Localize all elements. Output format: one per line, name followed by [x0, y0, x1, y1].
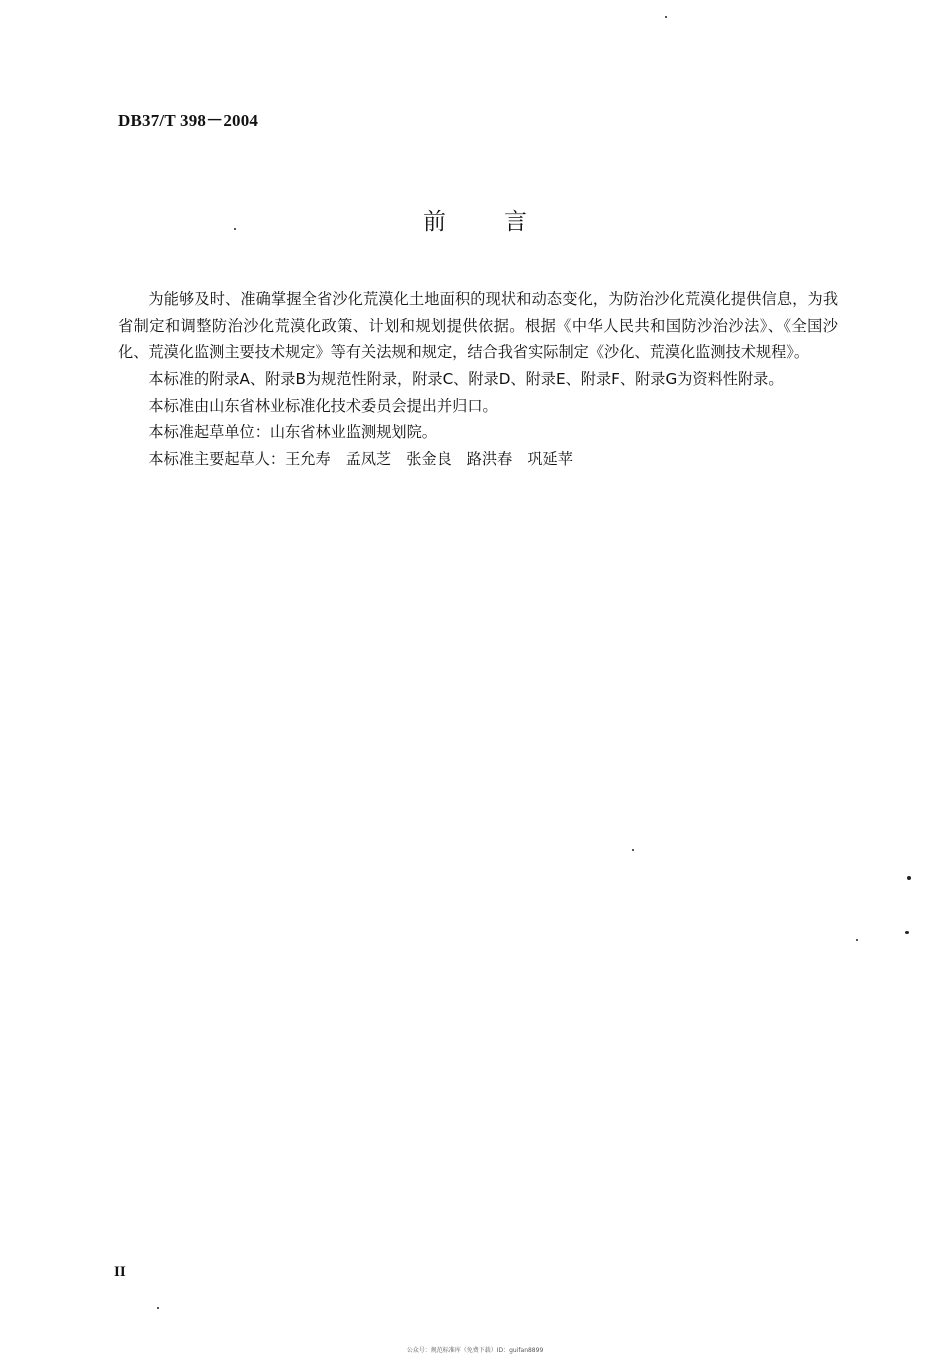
scan-speck: [234, 228, 236, 230]
drafter-name: 王允寿: [285, 450, 331, 469]
scan-speck: [905, 931, 909, 934]
page-number: II: [114, 1264, 126, 1280]
drafters-label: 本标准主要起草人：: [148, 450, 286, 469]
paragraph-drafting-unit: 本标准起草单位：山东省林业监测规划院。: [148, 423, 437, 442]
scan-speck: [157, 1307, 159, 1309]
drafter-name: 巩延苹: [527, 450, 573, 469]
drafter-name: 路洪春: [466, 450, 513, 469]
page-title: [0, 203, 950, 236]
scan-speck: [907, 876, 911, 880]
drafter-name: 孟凤芝: [345, 450, 392, 469]
scan-speck: [665, 16, 667, 18]
footer-note: 公众号：规范标准库（免费下载）ID：guifan8899: [406, 1347, 544, 1354]
paragraph-purpose: 为能够及时、准确掌握全省沙化荒漠化土地面积的现状和动态变化，为防治沙化荒漠化提供信息，为我省制定和调整防治沙化荒漠化政策、计划和规划提供依据。根据《中华人民共和国防沙治沙法》、《全国沙化、荒漠化监测主要技术规定》等有关法规和规定，结合我省实际制定《沙化、荒漠化监测技术规程》。: [118, 290, 838, 362]
title-char-1: 前: [423, 209, 446, 235]
paragraph-appendices: 本标准的附录A、附录B为规范性附录，附录C、附录D、附录E、附录F、附录G为资料性附录。: [148, 369, 784, 388]
foreword-body: [118, 286, 838, 473]
title-char-2: 言: [504, 209, 527, 235]
drafter-name: 张金良: [406, 450, 452, 469]
scan-speck: [856, 939, 858, 941]
paragraph-drafters: [118, 446, 838, 473]
document-code: DB37/T 398－2004: [118, 111, 259, 130]
paragraph-proposer: 本标准由山东省林业标准化技术委员会提出并归口。: [148, 396, 498, 415]
scan-speck: [632, 849, 634, 851]
